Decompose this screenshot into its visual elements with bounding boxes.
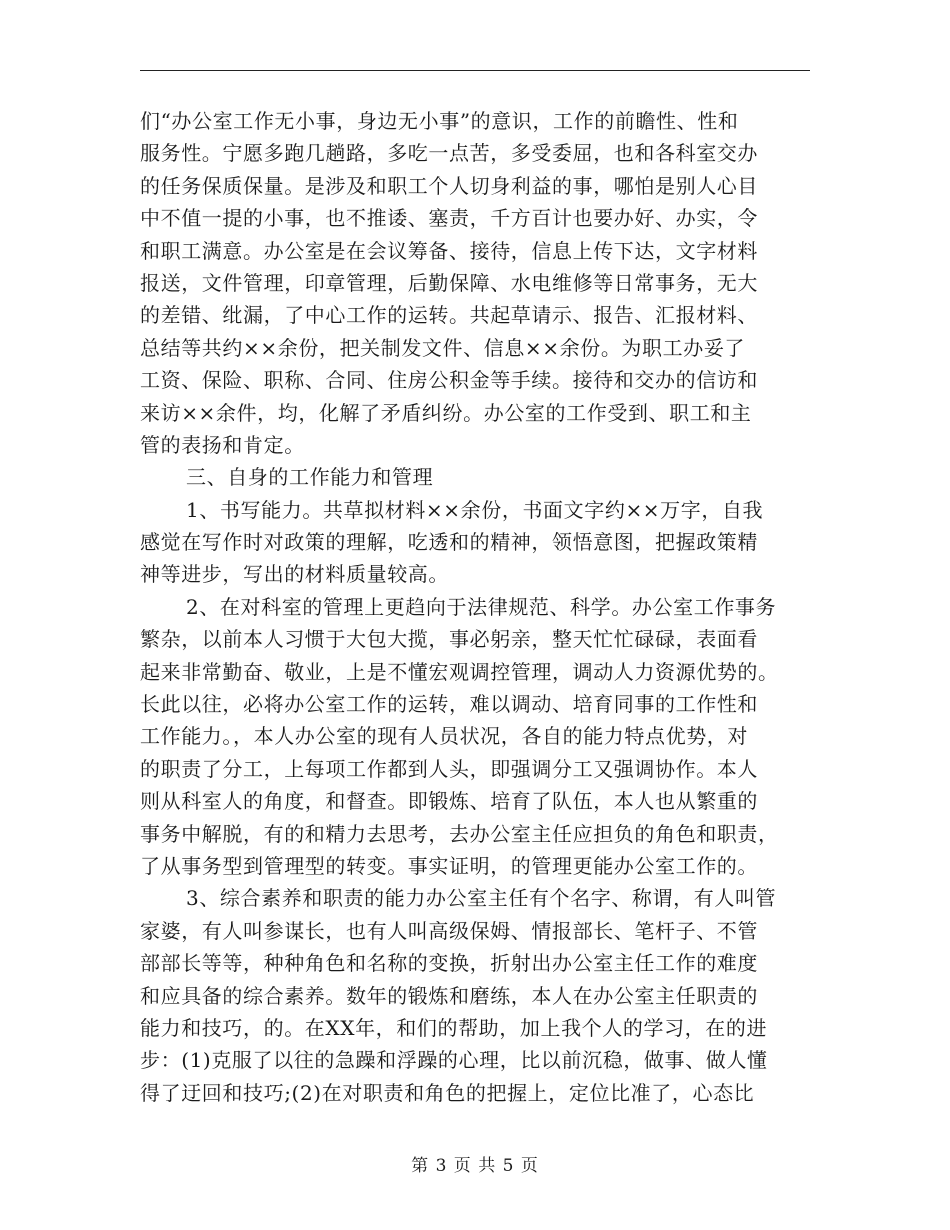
text-line: 的职责了分工，上每项工作都到人头，即强调分工又强调协作。本人	[140, 756, 758, 781]
text-line: 的差错、纰漏，了中心工作的运转。共起草请示、报告、汇报材料、	[140, 303, 758, 328]
text-line: 和应具备的综合素养。数年的锻炼和磨练，本人在办公室主任职责的	[140, 983, 758, 1008]
text-line: 报送，文件管理，印章管理，后勤保障、水电维修等日常事务，无大	[140, 270, 758, 295]
text-line: 的任务保质保量。是涉及和职工个人切身利益的事，哪怕是别人心目	[140, 173, 758, 198]
page-footer: 第 3 页 共 5 页	[411, 1156, 539, 1176]
text-line: 工资、保险、职称、合同、住房公积金等手续。接待和交办的信访和	[140, 368, 758, 393]
text-line: 起来非常勤奋、敬业，上是不懂宏观调控管理，调动人力资源优势的。	[140, 659, 779, 684]
text-line: 总结等共约××余份，把关制发文件、信息××余份。为职工办妥了	[140, 335, 746, 360]
text-line: 长此以往，必将办公室工作的运转，难以调动、培育同事的工作性和	[140, 692, 758, 717]
text-line: 家婆，有人叫参谋长，也有人叫高级保姆、情报部长、笔杆子、不管	[140, 918, 758, 943]
paragraph-start: 3、综合素养和职责的能力办公室主任有个名字、称谓，有人叫管	[186, 886, 777, 911]
text-line: 则从科室人的角度，和督查。即锻炼、培育了队伍，本人也从繁重的	[140, 789, 758, 814]
text-line: 工作能力。，本人办公室的现有人员状况，各自的能力特点优势，对	[140, 724, 748, 749]
paragraph-start: 1、书写能力。共草拟材料××余份，书面文字约××万字，自我	[186, 497, 764, 522]
text-line: 和职工满意。办公室是在会议筹备、接待，信息上传下达，文字材料	[140, 238, 758, 263]
text-line: 事务中解脱，有的和精力去思考，去办公室主任应担负的角色和职责，	[140, 821, 779, 846]
text-line: 来访××余件，均，化解了矛盾纠纷。办公室的工作受到、职工和主	[140, 400, 752, 425]
body-text	[140, 105, 812, 1109]
text-line: 了从事务型到管理型的转变。事实证明，的管理更能办公室工作的。	[140, 853, 758, 878]
text-line: 管的表扬和肯定。	[140, 432, 305, 457]
section-heading: 三、自身的工作能力和管理	[186, 465, 434, 490]
text-line: 服务性。宁愿多跑几趟路，多吃一点苦，多受委屈，也和各科室交办	[140, 141, 758, 166]
text-line: 中不值一提的小事，也不推诿、塞责，千方百计也要办好、办实，令	[140, 206, 758, 231]
text-line: 得了迂回和技巧;(2)在对职责和角色的把握上，定位比准了，心态比	[140, 1080, 755, 1105]
paragraph-start: 2、在对科室的管理上更趋向于法律规范、科学。办公室工作事务	[186, 594, 777, 619]
header-rule	[140, 70, 810, 71]
text-line: 感觉在写作时对政策的理解，吃透和的精神，领悟意图，把握政策精	[140, 530, 758, 555]
text-line: 步：(1)克服了以往的急躁和浮躁的心理，比以前沉稳，做事、做人懂	[140, 1048, 768, 1073]
text-line: 部部长等等，种种角色和名称的变换，折射出办公室主任工作的难度	[140, 951, 758, 976]
text-line: 们“办公室工作无小事，身边无小事”的意识，工作的前瞻性、性和	[140, 109, 739, 133]
text-line: 神等进步，写出的材料质量较高。	[140, 562, 449, 587]
text-line: 能力和技巧，的。在XX年，和们的帮助，加上我个人的学习，在的进	[140, 1015, 768, 1040]
text-line: 繁杂，以前本人习惯于大包大揽，事必躬亲，整天忙忙碌碌，表面看	[140, 627, 758, 652]
